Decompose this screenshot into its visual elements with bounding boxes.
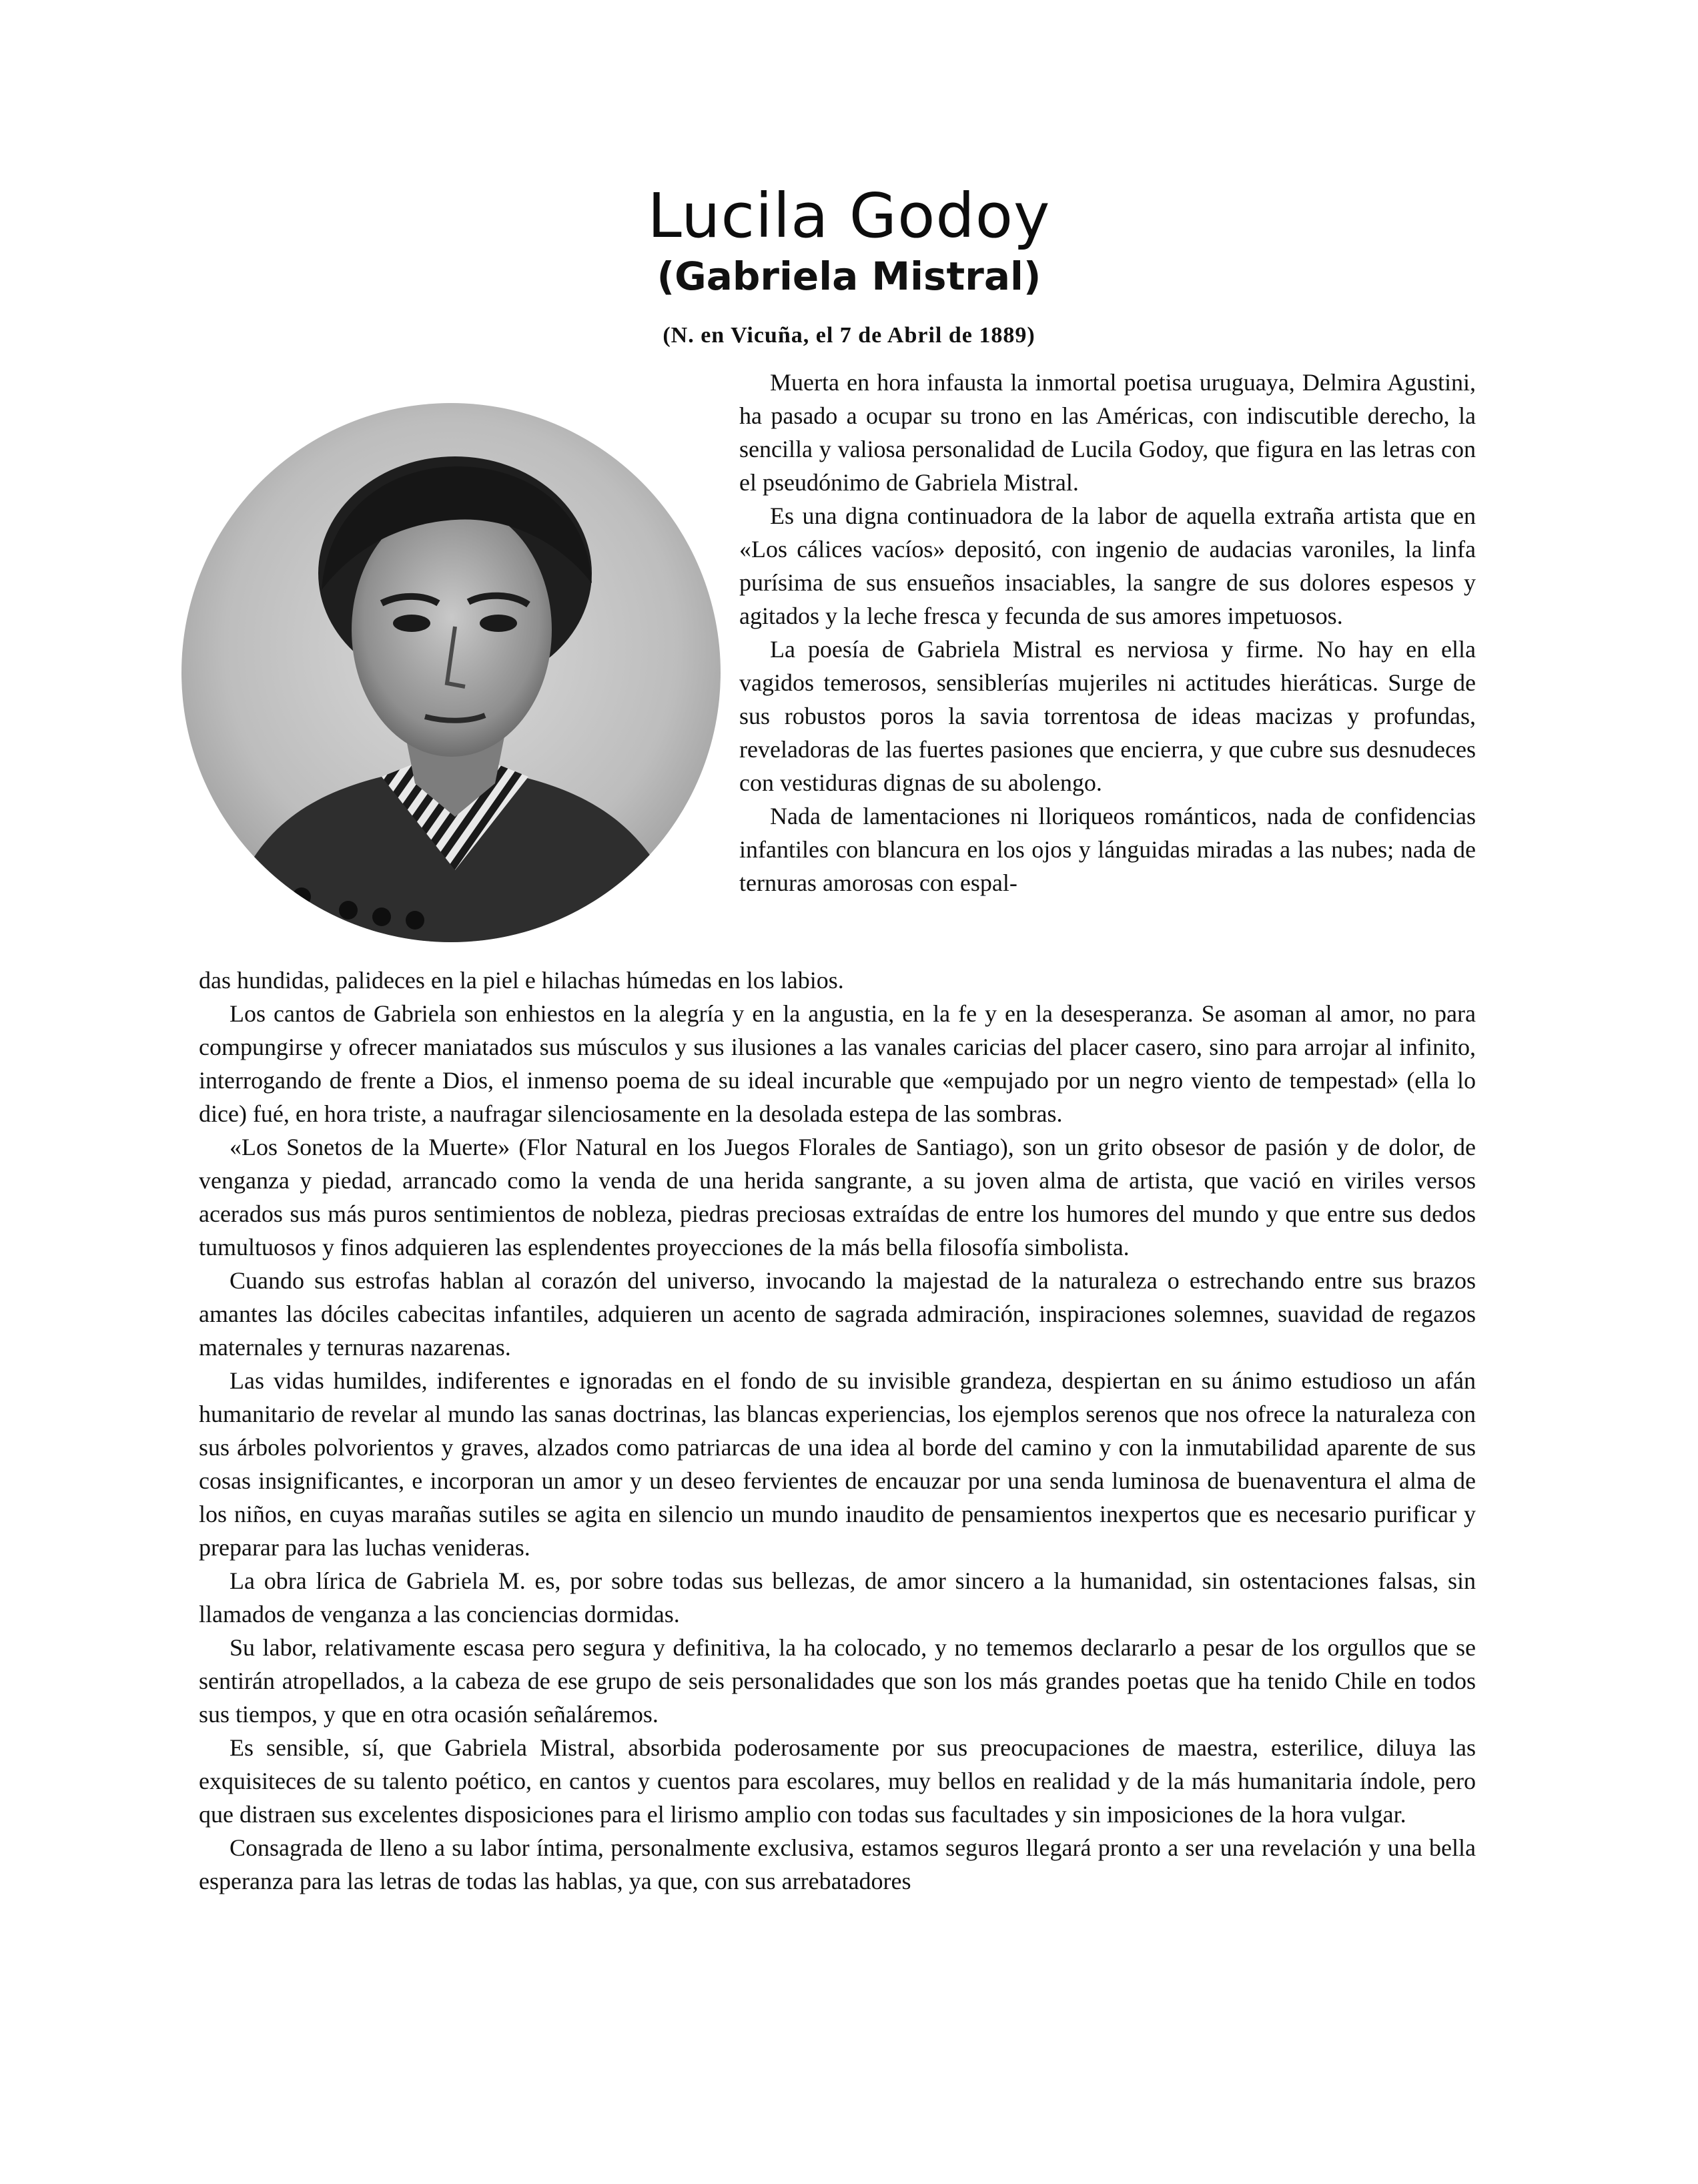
paragraph: Es una digna continuadora de la labor de aquella extraña artista que en «Los cálices vacíos» depositó, con ingenio de audacias varoniles, la linfa purísima de sus ensueños insaciables, la sangre de sus dolores espesos y agitados y la leche fresca y fecunda de sus amores impetuosos. — [739, 502, 1476, 629]
paragraph: Su labor, relativamente escasa pero segura y definitiva, la ha colocado, y no tememos declararlo a pesar de los orgullos que se sentirán atropellados, a la cabeza de ese grupo de seis personalidades que son los más grandes poetas que ha tenido Chile en todos sus tiempos, y que en otra ocasión señaláremos. — [199, 1634, 1476, 1728]
paragraph: Consagrada de lleno a su labor íntima, personalmente exclusiva, estamos seguros llegará pronto a ser una revelación y una bella esperanza para las letras de todas las hablas, ya que, con sus arrebatadores — [199, 1834, 1476, 1894]
paragraph: Cuando sus estrofas hablan al corazón del universo, invocando la majestad de la naturaleza o estrechando entre sus brazos amantes las dóciles cabecitas infantiles, adquieren un acento de sagrada admiración, inspiraciones solemnes, suavidad de regazos maternales y ternuras nazarenas. — [199, 1267, 1476, 1361]
paragraph: Muerta en hora infausta la inmortal poetisa uruguaya, Delmira Agustini, ha pasado a ocupar su trono en las Américas, con indiscutible derecho, la sencilla y valiosa personalidad de Lucila Godoy, que figura en las letras con el pseudónimo de Gabriela Mistral. — [739, 369, 1476, 496]
paragraph: La obra lírica de Gabriela M. es, por sobre todas sus bellezas, de amor sincero a la humanidad, sin ostentaciones falsas, sin llamados de venganza a las conciencias dormidas. — [199, 1567, 1476, 1627]
paragraph: La poesía de Gabriela Mistral es nerviosa y firme. No hay en ella vagidos temerosos, sensiblerías mujeriles ni actitudes hieráticas. Surge de sus robustos poros la savia torrentosa de ideas macizas y profundas, reveladoras de las fuertes pasiones que encierra, y que cubre sus desnudeces con vestiduras dignas de su abolengo. — [739, 636, 1476, 796]
article-body — [199, 964, 1476, 1898]
article-body-column — [739, 366, 1476, 899]
birth-note: (N. en Vicuña, el 7 de Abril de 1889) — [663, 323, 1035, 348]
paragraph: «Los Sonetos de la Muerte» (Flor Natural en los Juegos Florales de Santiago), son un grito obsesor de pasión y de dolor, de venganza y piedad, arrancado como la venda de una herida sangrante, a su joven alma de artista, que vació en viriles versos acerados sus más puros sentimientos de nobleza, piedras preciosas extraídas de entre los humores del mundo y que entre sus dedos tumultuosos y finos adquieren las esplendentes proyecciones de la más bella filosofía simbolista. — [199, 1134, 1476, 1260]
article-title: Lucila Godoy — [647, 180, 1051, 252]
paragraph: Es sensible, sí, que Gabriela Mistral, absorbida poderosamente por sus preocupaciones de maestra, esterilice, diluya las exquisiteces de su talento poético, en cantos y cuentos para escolares, muy bellos en realidad y de la más humanitaria índole, pero que distraen sus excelentes disposiciones para el lirismo amplio con todas sus facultades y sin imposiciones de la hora vulgar. — [199, 1734, 1476, 1828]
paragraph: Las vidas humildes, indiferentes e ignoradas en el fondo de su invisible grandeza, despiertan en su ánimo estudioso un afán humanitario de revelar al mundo las sanas doctrinas, las blancas experiencias, los ejemplos serenos que nos ofrece la naturaleza con sus árboles polvorientos y graves, alzados como patriarcas de una idea al borde del camino y con la inmutabilidad aparente de sus cosas insignificantes, e incorporan un amor y un deseo fervientes de encauzar por una senda luminosa de buenaventura el alma de los niños, en cuyas marañas sutiles se agita en silencio un mundo inaudito de pensamientos inexpertos que es necesario purificar y preparar para las luchas venideras. — [199, 1367, 1476, 1561]
article-subtitle: (Gabriela Mistral) — [657, 254, 1041, 299]
paragraph: Los cantos de Gabriela son enhiestos en la alegría y en la angustia, en la fe y en la desesperanza. Se asoman al amor, no para compungirse y ofrecer maniatados sus músculos y sus ilusiones a las vanales caricias del placer casero, sino para arrojar al infinito, interrogando de frente a Dios, el inmenso poema de su ideal incurable que «empujado por un negro viento de tempestad» (ella lo dice) fué, en hora triste, a naufragar silenciosamente en la desolada estepa de las sombras. — [199, 1000, 1476, 1127]
paragraph: Nada de lamentaciones ni lloriqueos románticos, nada de confidencias infantiles con blancura en los ojos y lánguidas miradas a las nubes; nada de ternuras amorosas con espal- — [739, 803, 1476, 896]
portrait-photo-icon — [181, 403, 721, 942]
paragraph: das hundidas, palideces en la piel e hilachas húmedas en los labios. — [199, 967, 844, 994]
